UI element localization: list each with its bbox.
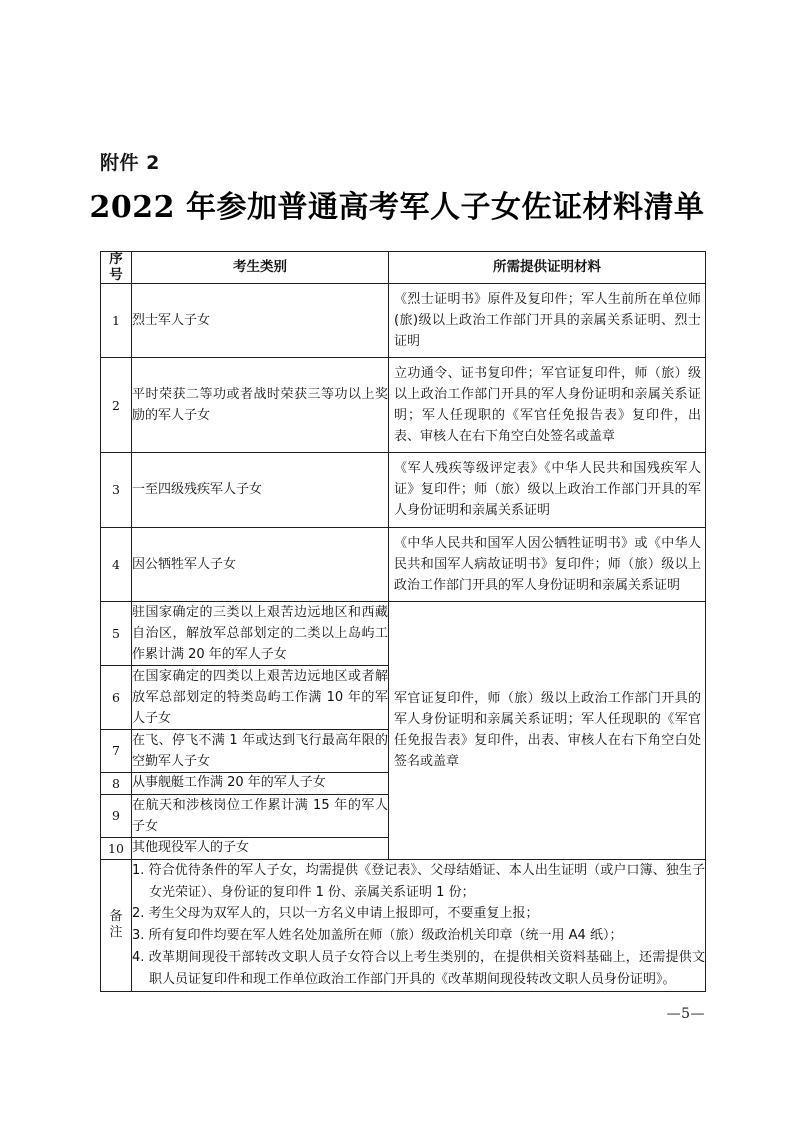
row-number: 8 <box>101 773 132 795</box>
remark-item: 3. 所有复印件均要在军人姓名处加盖所在师（旅）级政治机关印章（统一用 A4 纸）； <box>132 928 623 944</box>
row-materials: 立功通令、证书复印件；军官证复印件，师（旅）级以上政治工作部门开具的军人身份证明和亲属关系证明；军人任现职的《军官任免报告表》复印件，出表、审核人在右下角空白处签名或盖章 <box>389 358 706 453</box>
column-header-category: 考生类别 <box>132 252 389 284</box>
row-number: 9 <box>101 794 132 837</box>
row-materials: 《烈士证明书》原件及复印件；军人生前所在单位师(旅)级以上政治工作部门开具的亲属关系证明、烈士证明 <box>389 284 706 358</box>
remark-item: 4. 改革期间现役干部转改文职人员子女符合以上考生类别的，在提供相关资料基础上，还需提供文职人员证复印件和现工作单位政治工作部门开具的《改革期间现役转改文职人员身份证明》。 <box>132 950 705 987</box>
row-category: 烈士军人子女 <box>132 284 389 358</box>
row-number: 7 <box>101 729 132 772</box>
row-category: 在国家确定的四类以上艰苦边远地区或者解放军总部划定的特类岛屿工作满 10 年的军人子女 <box>132 665 389 729</box>
column-header-no-line2: 号 <box>109 266 123 283</box>
table-header-row <box>101 252 706 284</box>
row-category: 一至四级残疾军人子女 <box>132 453 389 527</box>
row-number: 2 <box>101 358 132 453</box>
attachment-label: 附件 2 <box>100 152 160 174</box>
row-number: 6 <box>101 665 132 729</box>
column-header-no <box>101 252 132 284</box>
merged-materials-cell: 军官证复印件，师（旅）级以上政治工作部门开具的军人身份证明和亲属关系证明；军人任现职的《军官任免报告表》复印件，出表、审核人在右下角空白处签名或盖章 <box>389 601 706 859</box>
row-number: 10 <box>101 837 132 859</box>
materials-table <box>100 251 706 992</box>
materials-table-wrapper <box>100 251 705 992</box>
row-category: 其他现役军人的子女 <box>132 837 389 859</box>
row-materials: 《军人残疾等级评定表》《中华人民共和国残疾军人证》复印件；师（旅）级以上政治工作部门开具的军人身份证明和亲属关系证明 <box>389 453 706 527</box>
remark-item: 2. 考生父母为双军人的，只以一方名义申请上报即可，不要重复上报； <box>132 906 539 922</box>
page-title: 2022 年参加普通高考军人子女佐证材料清单 <box>89 190 705 225</box>
row-number: 5 <box>101 601 132 665</box>
table-row <box>101 453 706 527</box>
row-category: 在飞、停飞不满 1 年或达到飞行最高年限的空勤军人子女 <box>132 729 389 772</box>
row-number: 1 <box>101 284 132 358</box>
page-number: —5— <box>666 1006 705 1022</box>
table-row <box>101 284 706 358</box>
remark-label-line2: 注 <box>109 925 123 941</box>
table-row <box>101 527 706 601</box>
row-materials: 《中华人民共和国军人因公牺牲证明书》或《中华人民共和国军人病故证明书》复印件；师（旅）级以上政治工作部门开具的军人身份证明和亲属关系证明 <box>389 527 706 601</box>
table-row <box>101 358 706 453</box>
remark-item: 1. 符合优待条件的军人子女，均需提供《登记表》、父母结婚证、本人出生证明（或户口簿、独生子女光荣证）、身份证的复印件 1 份、亲属关系证明 1 份； <box>132 862 705 900</box>
column-header-materials: 所需提供证明材料 <box>389 252 706 284</box>
row-category: 平时荣获二等功或者战时荣获三等功以上奖励的军人子女 <box>132 358 389 453</box>
row-category: 驻国家确定的三类以上艰苦边远地区和西藏自治区，解放军总部划定的二类以上岛屿工作累计满 20 年的军人子女 <box>132 601 389 665</box>
row-category: 因公牺牲军人子女 <box>132 527 389 601</box>
row-category: 从事舰艇工作满 20 年的军人子女 <box>132 773 389 795</box>
remark-label <box>101 859 132 991</box>
column-header-no-line1: 序 <box>109 251 123 267</box>
remark-label-line1: 备 <box>109 908 123 924</box>
row-number: 4 <box>101 527 132 601</box>
table-row <box>101 601 706 665</box>
remark-body <box>132 859 706 991</box>
row-number: 3 <box>101 453 132 527</box>
remark-row <box>101 859 706 991</box>
row-category: 在航天和涉核岗位工作累计满 15 年的军人子女 <box>132 794 389 837</box>
